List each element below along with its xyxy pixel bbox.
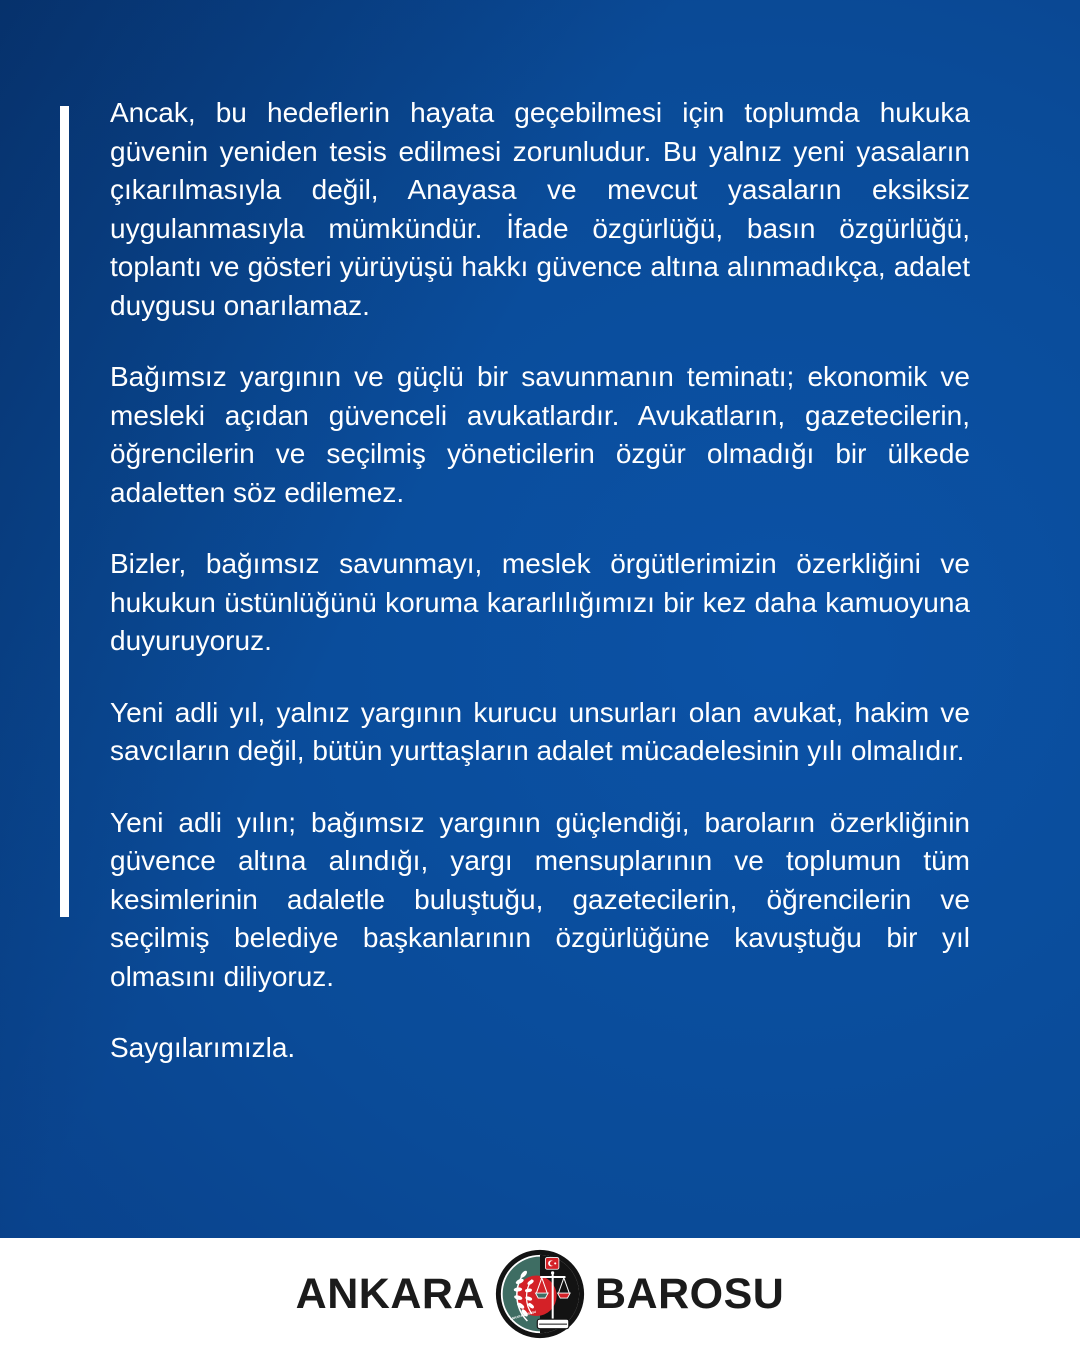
- ankara-barosu-emblem-icon: [495, 1249, 585, 1339]
- org-name-left: ANKARA: [295, 1269, 485, 1318]
- statement-text-block: [110, 94, 970, 1068]
- statement-paragraph: Bizler, bağımsız savunmayı, meslek örgütlerimizin özerkliğini ve hukukun üstünlüğünü koruma kararlılığımızı bir kez daha kamuoyuna duyuruyoruz.: [110, 548, 970, 656]
- turkish-flag-icon: [545, 1258, 559, 1270]
- statement-paragraph: Yeni adli yılın; bağımsız yargının güçlendiği, baroların özerkliğinin güvence altına alındığı, yargı mensuplarının ve toplumun tüm kesimlerinin adaletle buluştuğu, gazetecilerin, öğrencilerin ve seçilmiş belediye başkanlarının özgürlüğüne kavuştuğu bir yıl olmasını diliyoruz.: [110, 806, 970, 992]
- footer-bar: [0, 1238, 1080, 1350]
- statement-closing: Saygılarımızla.: [110, 1032, 296, 1063]
- org-name-right: BAROSU: [594, 1269, 785, 1318]
- statement-paragraph: Ancak, bu hedeflerin hayata geçebilmesi için toplumda hukuka güvenin yeniden tesis edilmesi zorunludur. Bu yalnız yeni yasaların çıkarılmasıyla değil, Anayasa ve mevcut yasaların eksiksiz uygulanmasıyla mümkündür. İfade özgürlüğü, basın özgürlüğü, toplantı ve gösteri yürüyüşü hakkı güvence altına alınmadıkça, adalet duygusu onarılamaz.: [110, 97, 970, 321]
- emblem-caption: ANKARA BAROSU: [509, 1309, 537, 1322]
- accent-bar: [60, 106, 69, 917]
- statement-paragraph: Yeni adli yıl, yalnız yargının kurucu unsurları olan avukat, hakim ve savcıların değil, bütün yurttaşların adalet mücadelesinin yılı olmalıdır.: [110, 696, 970, 766]
- statement-paragraph: Bağımsız yargının ve güçlü bir savunmanın teminatı; ekonomik ve mesleki açıdan güvenceli avukatlardır. Avukatların, gazetecilerin, öğrencilerin ve seçilmiş yöneticilerin özgür olmadığı bir ülkede adaletten söz edilemez.: [110, 361, 970, 508]
- law-book-icon: [537, 1319, 569, 1328]
